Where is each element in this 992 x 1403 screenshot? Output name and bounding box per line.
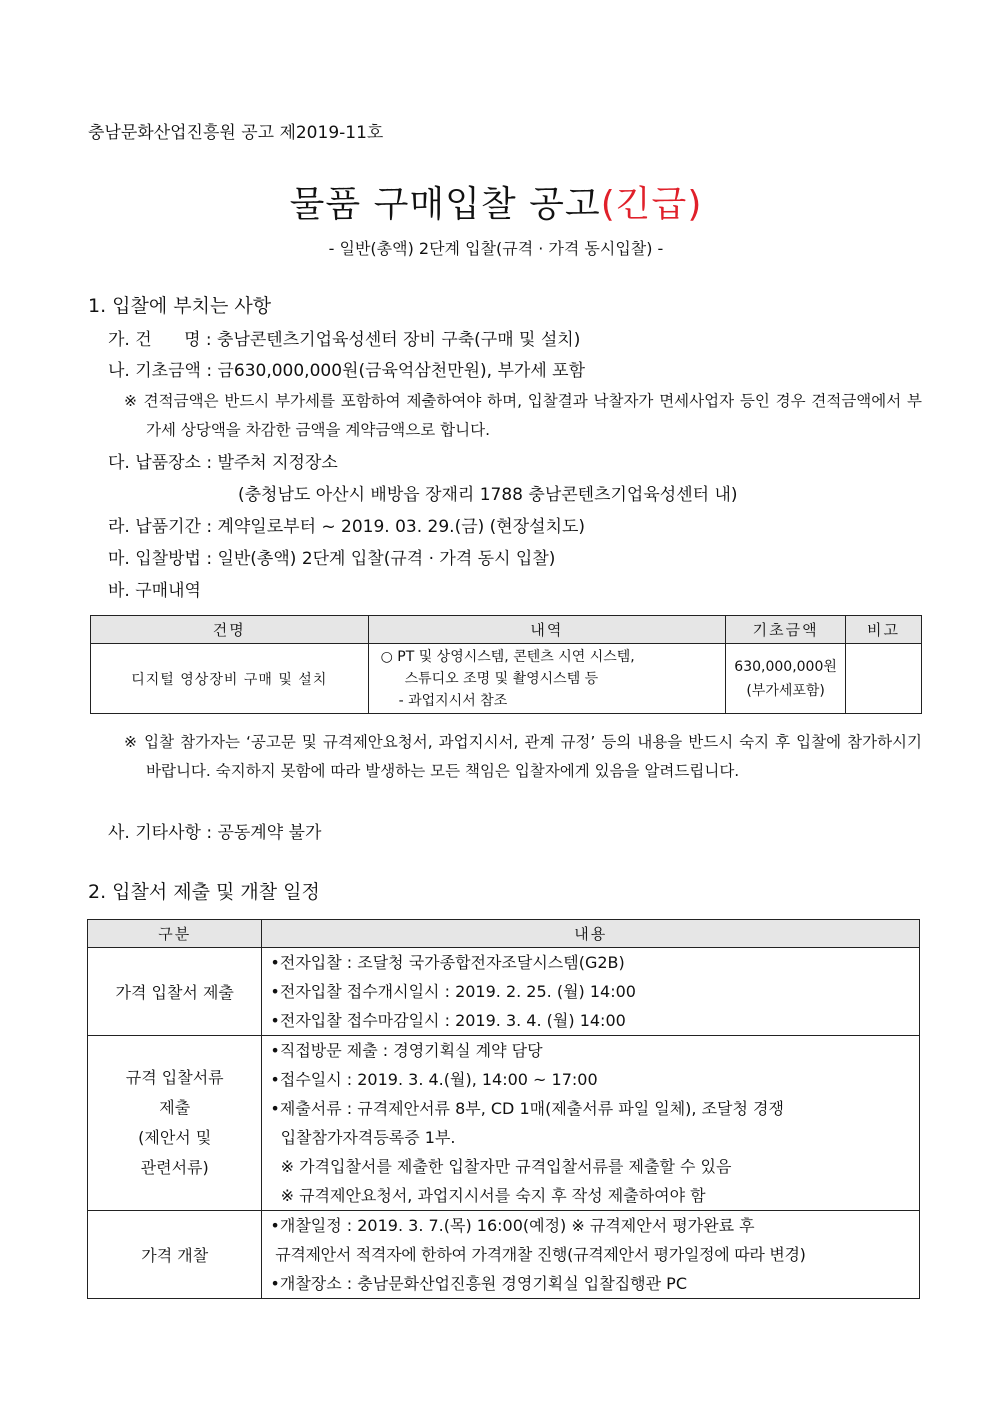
category-line: 가격 입찰서 제출: [115, 983, 234, 1002]
schedule-table: [87, 919, 920, 1299]
notice-number: 충남문화산업진흥원 공고 제2019-11호: [88, 123, 384, 143]
row-content: [262, 948, 920, 1036]
item-da-value: : 발주처 지정장소: [206, 453, 338, 473]
title-main: 물품 구매입찰 공고: [289, 184, 601, 225]
item-ma: [108, 544, 555, 569]
table-row: [88, 948, 920, 1036]
detail-line: - 과업지시서 참조: [398, 692, 508, 709]
item-na: [108, 356, 585, 381]
content-line: 규격제안서 적격자에 한하여 가격개찰 진행(규격제안서 평가일정에 따라 변경): [270, 1245, 806, 1264]
header-cell: 내역: [368, 616, 726, 644]
page-title: [0, 176, 992, 227]
header-cell: 비고: [846, 616, 922, 644]
item-detail: [368, 644, 726, 714]
page-subtitle: - 일반(총액) 2단계 입찰(규격 · 가격 동시입찰) -: [328, 239, 664, 258]
content-line: 입찰참가자격등록증 1부.: [270, 1128, 456, 1147]
row-category: [88, 1211, 262, 1299]
content-line: •제출서류 : 규격제안서류 8부, CD 1매(제출서류 파일 일체), 조달청 경쟁: [270, 1099, 784, 1118]
header-cell: 구분: [88, 920, 262, 948]
detail-line: 스튜디오 조명 및 촬영시스템 등: [404, 670, 599, 687]
content-line: •직접방문 제출 : 경영기획실 계약 담당: [270, 1041, 543, 1060]
header-cell: 기초금액: [726, 616, 846, 644]
item-da-value2: (충청남도 아산시 배방읍 장재리 1788 충남콘텐츠기업육성센터 내): [238, 485, 738, 505]
item-ga-label: 가. 건 명: [108, 330, 201, 350]
amount-line: (부가세포함): [746, 682, 825, 699]
content-line: •접수일시 : 2019. 3. 4.(월), 14:00 ~ 17:00: [270, 1070, 598, 1089]
table-row: [88, 1211, 920, 1299]
section2-heading: 2. 입찰서 제출 및 개찰 일정: [88, 881, 320, 903]
item-da: [108, 448, 338, 473]
category-line: (제안서 및: [138, 1128, 212, 1147]
item-ra: [108, 512, 585, 537]
category-line: 가격 개찰: [141, 1246, 209, 1265]
row-content: [262, 1211, 920, 1299]
bidder-note: ※ 입찰 참가자는 ‘공고문 및 규격제안요청서, 과업지시서, 관계 규정’ 등의 내용을 반드시 숙지 후 입찰에 참가하시기 바랍니다. 숙지하지 못함에 따라 발생하는 모든 책임은 입찰자에게 있음을 알려드립니다.: [124, 733, 922, 780]
content-line: •전자입찰 접수마감일시 : 2019. 3. 4. (월) 14:00: [270, 1011, 626, 1030]
item-remark: [846, 644, 922, 714]
amount-line: 630,000,000원: [734, 658, 837, 675]
schedule-table-header: [88, 920, 920, 948]
content-line: ※ 가격입찰서를 제출한 입찰자만 규격입찰서류를 제출할 수 있음: [270, 1157, 732, 1176]
item-na-label: 나. 기초금액: [108, 361, 201, 381]
item-ma-value: : 일반(총액) 2단계 입찰(규격 · 가격 동시 입찰): [206, 549, 556, 569]
header-cell: 건명: [91, 616, 369, 644]
content-line: ※ 규격제안요청서, 과업지시서를 숙지 후 작성 제출하여야 함: [270, 1186, 706, 1205]
table-row: [91, 644, 922, 714]
content-line: •개찰일정 : 2019. 3. 7.(목) 16:00(예정) ※ 규격제안서 평가완료 후: [270, 1216, 755, 1235]
item-sa-value: : 공동계약 불가: [206, 823, 322, 843]
row-category: [88, 948, 262, 1036]
item-sa: [108, 818, 321, 843]
item-na-value: : 금630,000,000원(금육억삼천만원), 부가세 포함: [206, 361, 585, 381]
item-ga-value: : 충남콘텐츠기업육성센터 장비 구축(구매 및 설치): [205, 330, 581, 350]
content-line: •전자입찰 접수개시일시 : 2019. 2. 25. (월) 14:00: [270, 982, 636, 1001]
detail-line: ○ PT 및 상영시스템, 콘텐츠 시연 시스템,: [380, 648, 635, 665]
item-ga: [108, 325, 580, 350]
item-da-label: 다. 납품장소: [108, 453, 201, 473]
price-note: ※ 견적금액은 반드시 부가세를 포함하여 제출하여야 하며, 입찰결과 낙찰자가 면세사업자 등인 경우 견적금액에서 부가세 상당액을 차감한 금액을 계약금액으로 합니다.: [124, 392, 922, 439]
item-amount: [726, 644, 846, 714]
category-line: 규격 입찰서류: [125, 1068, 224, 1087]
title-urgent: (긴급): [600, 184, 703, 225]
item-name: 디지털 영상장비 구매 및 설치: [91, 644, 369, 714]
purchase-table: [90, 615, 922, 714]
purchase-table-header: [91, 616, 922, 644]
table-row: [88, 1036, 920, 1211]
row-category: [88, 1036, 262, 1211]
header-cell: 내용: [262, 920, 920, 948]
item-sa-label: 사. 기타사항: [108, 823, 201, 843]
item-ra-value: : 계약일로부터 ~ 2019. 03. 29.(금) (현장설치도): [206, 517, 586, 537]
row-content: [262, 1036, 920, 1211]
item-ra-label: 라. 납품기간: [108, 517, 201, 537]
category-line: 관련서류): [140, 1158, 209, 1177]
section1-heading: 1. 입찰에 부치는 사항: [88, 295, 272, 317]
category-line: 제출: [159, 1098, 191, 1117]
item-ba-label: 바. 구매내역: [108, 581, 201, 601]
content-line: •개찰장소 : 충남문화산업진흥원 경영기획실 입찰집행관 PC: [270, 1274, 687, 1293]
content-line: •전자입찰 : 조달청 국가종합전자조달시스템(G2B): [270, 953, 625, 972]
item-ma-label: 마. 입찰방법: [108, 549, 201, 569]
